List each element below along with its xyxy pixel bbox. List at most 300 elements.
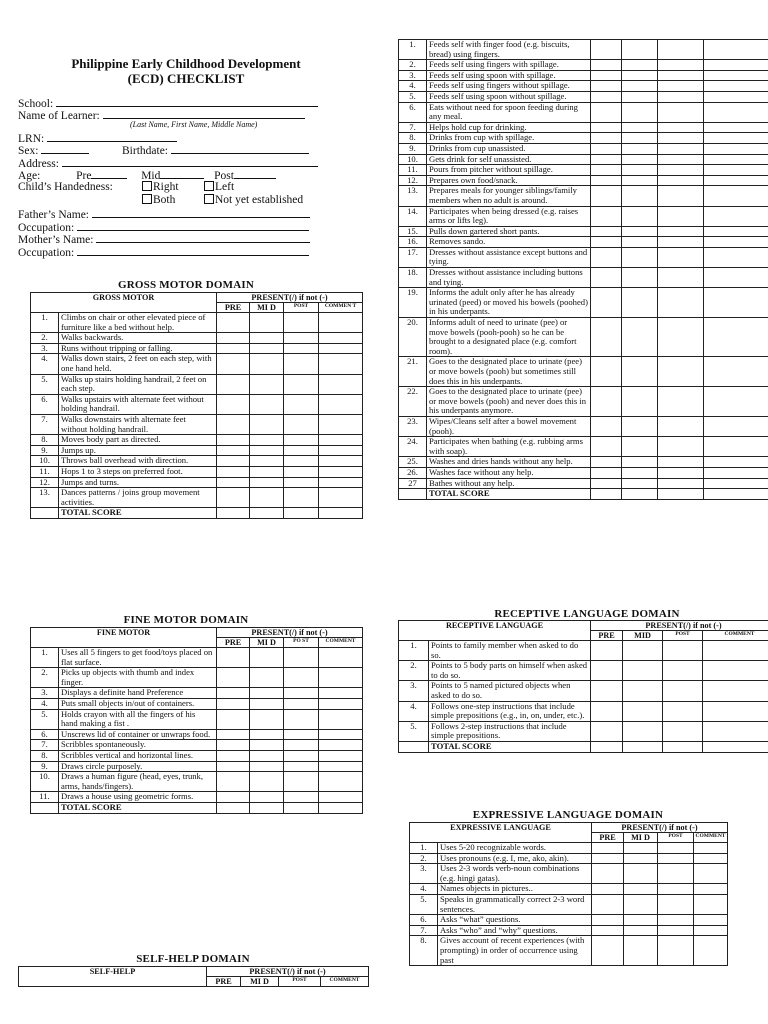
mid-cell[interactable] (622, 387, 658, 417)
sex-line[interactable] (41, 143, 89, 154)
post-cell[interactable] (658, 853, 694, 864)
table-row (399, 437, 768, 457)
comment-cell[interactable] (704, 206, 768, 226)
both-checkbox[interactable] (142, 194, 152, 204)
comment-cell[interactable] (319, 414, 363, 434)
pre-cell[interactable] (591, 186, 622, 206)
comment-cell[interactable] (704, 387, 768, 417)
mid-cell[interactable] (250, 709, 284, 729)
comment-cell[interactable] (704, 165, 768, 176)
item-text: Displays a definite hand Preference (59, 688, 217, 699)
comment-cell[interactable] (704, 175, 768, 186)
comment-cell[interactable] (703, 701, 768, 721)
total-post-cell[interactable] (658, 489, 704, 500)
post-cell[interactable] (284, 709, 319, 729)
mid-cell[interactable] (250, 394, 284, 414)
comment-cell[interactable] (704, 478, 768, 489)
post-cell[interactable] (663, 721, 703, 741)
mid-cell[interactable] (250, 456, 284, 467)
fine-motor-title: FINE MOTOR DOMAIN (123, 614, 249, 626)
comment-cell[interactable] (319, 761, 363, 772)
pre-cell[interactable] (591, 154, 622, 165)
pre-cell[interactable] (592, 884, 624, 895)
mid-cell[interactable] (250, 740, 284, 751)
pre-cell[interactable] (591, 60, 622, 71)
post-cell[interactable] (284, 740, 319, 751)
post-cell[interactable] (284, 668, 319, 688)
total-pre-cell[interactable] (217, 508, 250, 519)
post-cell[interactable] (284, 648, 319, 668)
post-cell[interactable] (658, 478, 704, 489)
pre-cell[interactable] (591, 661, 623, 681)
post-cell[interactable] (658, 416, 704, 436)
pre-cell[interactable] (592, 843, 624, 854)
post-cell[interactable] (658, 143, 704, 154)
pre-cell[interactable] (217, 488, 250, 508)
total-post-cell[interactable] (663, 741, 703, 752)
post-cell[interactable] (658, 81, 704, 92)
pre-cell[interactable] (591, 437, 622, 457)
post-cell[interactable] (284, 313, 319, 333)
mid-cell[interactable] (622, 91, 658, 102)
comment-cell[interactable] (704, 133, 768, 144)
mid-cell[interactable] (622, 175, 658, 186)
pre-cell[interactable] (217, 668, 250, 688)
total-post-cell[interactable] (284, 508, 319, 519)
pre-cell[interactable] (592, 894, 624, 914)
mid-cell[interactable] (250, 374, 284, 394)
post-cell[interactable] (658, 102, 704, 122)
mid-cell[interactable] (250, 750, 284, 761)
comment-cell[interactable] (319, 435, 363, 446)
mid-cell[interactable] (622, 357, 658, 387)
pre-cell[interactable] (592, 915, 624, 926)
post-cell[interactable] (284, 750, 319, 761)
comment-cell[interactable] (704, 247, 768, 267)
comment-cell[interactable] (704, 102, 768, 122)
comment-cell[interactable] (319, 792, 363, 803)
comment-cell[interactable] (704, 357, 768, 387)
total-pre-cell[interactable] (591, 489, 622, 500)
comment-cell[interactable] (319, 333, 363, 344)
post-cell[interactable] (658, 457, 704, 468)
mid-cell[interactable] (250, 313, 284, 333)
pre-cell[interactable] (217, 740, 250, 751)
pre-cell[interactable] (591, 237, 622, 248)
mid-cell[interactable] (250, 414, 284, 434)
post-cell[interactable] (658, 175, 704, 186)
post-cell[interactable] (658, 70, 704, 81)
mid-cell[interactable] (622, 186, 658, 206)
post-cell[interactable] (284, 374, 319, 394)
pre-cell[interactable] (591, 143, 622, 154)
comment-cell[interactable] (703, 681, 768, 701)
pre-cell[interactable] (591, 206, 622, 226)
post-cell[interactable] (658, 467, 704, 478)
pre-cell[interactable] (217, 709, 250, 729)
mid-cell[interactable] (622, 467, 658, 478)
comment-cell[interactable] (694, 864, 728, 884)
post-cell[interactable] (658, 925, 694, 936)
mid-cell[interactable] (250, 435, 284, 446)
pre-cell[interactable] (591, 165, 622, 176)
post-cell[interactable] (663, 661, 703, 681)
comment-cell[interactable] (704, 143, 768, 154)
mid-cell[interactable] (623, 721, 663, 741)
mid-cell[interactable] (623, 661, 663, 681)
post-cell[interactable] (284, 792, 319, 803)
pre-cell[interactable] (591, 91, 622, 102)
mid-cell[interactable] (250, 477, 284, 488)
comment-cell[interactable] (704, 318, 768, 357)
comment-cell[interactable] (694, 884, 728, 895)
pre-cell[interactable] (591, 357, 622, 387)
mid-cell[interactable] (250, 688, 284, 699)
total-comment-cell[interactable] (319, 508, 363, 519)
post-cell[interactable] (284, 343, 319, 354)
post-cell[interactable] (658, 247, 704, 267)
comment-cell[interactable] (704, 416, 768, 436)
pre-cell[interactable] (217, 792, 250, 803)
comment-cell[interactable] (704, 268, 768, 288)
post-cell[interactable] (658, 165, 704, 176)
mid-cell[interactable] (622, 288, 658, 318)
comment-cell[interactable] (694, 853, 728, 864)
comment-cell[interactable] (704, 288, 768, 318)
pre-cell[interactable] (591, 288, 622, 318)
post-cell[interactable] (284, 414, 319, 434)
post-cell[interactable] (658, 884, 694, 895)
mid-cell[interactable] (624, 936, 658, 966)
mid-cell[interactable] (623, 701, 663, 721)
age-post-line[interactable] (234, 168, 276, 179)
post-cell[interactable] (284, 394, 319, 414)
total-pre-cell[interactable] (217, 802, 250, 813)
mid-cell[interactable] (624, 843, 658, 854)
mid-cell[interactable] (622, 247, 658, 267)
table-row (31, 761, 363, 772)
post-cell[interactable] (284, 333, 319, 344)
pre-cell[interactable] (217, 343, 250, 354)
mid-cell[interactable] (250, 466, 284, 477)
mid-cell[interactable] (622, 226, 658, 237)
pre-cell[interactable] (591, 40, 622, 60)
comment-cell[interactable] (704, 437, 768, 457)
post-cell[interactable] (658, 122, 704, 133)
mid-cell[interactable] (622, 70, 658, 81)
comment-cell[interactable] (704, 237, 768, 248)
mid-cell[interactable] (250, 648, 284, 668)
mid-cell[interactable] (622, 40, 658, 60)
pre-cell[interactable] (217, 333, 250, 344)
post-cell[interactable] (284, 688, 319, 699)
pre-cell[interactable] (591, 226, 622, 237)
post-cell[interactable] (284, 435, 319, 446)
post-cell[interactable] (284, 445, 319, 456)
occupation-line-2[interactable] (77, 245, 309, 256)
pre-cell[interactable] (592, 936, 624, 966)
pre-cell[interactable] (217, 761, 250, 772)
comment-cell[interactable] (319, 648, 363, 668)
comment-cell[interactable] (694, 925, 728, 936)
mid-cell[interactable] (622, 478, 658, 489)
post-cell[interactable] (658, 154, 704, 165)
handedness-both[interactable] (142, 194, 175, 207)
pre-cell[interactable] (591, 70, 622, 81)
post-cell[interactable] (658, 864, 694, 884)
post-cell[interactable] (658, 936, 694, 966)
comment-cell[interactable] (704, 226, 768, 237)
mid-cell[interactable] (623, 641, 663, 661)
total-mid-cell[interactable] (622, 489, 658, 500)
pre-cell[interactable] (217, 445, 250, 456)
not-yet-checkbox[interactable] (204, 194, 214, 204)
father-line[interactable] (92, 207, 310, 218)
mid-cell[interactable] (622, 143, 658, 154)
mid-cell[interactable] (250, 333, 284, 344)
mid-cell[interactable] (622, 206, 658, 226)
pre-cell[interactable] (217, 435, 250, 446)
comment-cell[interactable] (703, 721, 768, 741)
comment-cell[interactable] (703, 641, 768, 661)
post-cell[interactable] (658, 915, 694, 926)
post-cell[interactable] (284, 354, 319, 374)
pre-cell[interactable] (591, 247, 622, 267)
mid-cell[interactable] (622, 133, 658, 144)
total-post-cell[interactable] (284, 802, 319, 813)
birthdate-line[interactable] (171, 143, 309, 154)
pre-cell[interactable] (217, 698, 250, 709)
address-line[interactable] (62, 156, 318, 167)
post-cell[interactable] (284, 477, 319, 488)
comment-cell[interactable] (694, 936, 728, 966)
mid-cell[interactable] (622, 437, 658, 457)
school-line[interactable] (56, 96, 318, 107)
post-cell[interactable] (284, 488, 319, 508)
comment-cell[interactable] (694, 843, 728, 854)
post-cell[interactable] (658, 133, 704, 144)
post-cell[interactable] (658, 894, 694, 914)
comment-cell[interactable] (319, 394, 363, 414)
mid-cell[interactable] (624, 864, 658, 884)
pre-cell[interactable] (591, 641, 623, 661)
mid-cell[interactable] (250, 772, 284, 792)
pre-cell[interactable] (217, 466, 250, 477)
mid-cell[interactable] (250, 698, 284, 709)
post-cell[interactable] (284, 698, 319, 709)
mid-cell[interactable] (624, 925, 658, 936)
total-mid-cell[interactable] (623, 741, 663, 752)
comment-cell[interactable] (319, 343, 363, 354)
pre-cell[interactable] (592, 853, 624, 864)
comment-cell[interactable] (319, 772, 363, 792)
post-cell[interactable] (658, 40, 704, 60)
pre-cell[interactable] (591, 268, 622, 288)
mid-cell[interactable] (250, 729, 284, 740)
pre-cell[interactable] (591, 416, 622, 436)
comment-cell[interactable] (319, 488, 363, 508)
left-checkbox[interactable] (204, 181, 214, 191)
pre-cell[interactable] (591, 102, 622, 122)
comment-cell[interactable] (319, 698, 363, 709)
comment-cell[interactable] (319, 445, 363, 456)
pre-cell[interactable] (217, 477, 250, 488)
pre-cell[interactable] (217, 394, 250, 414)
comment-cell[interactable] (704, 91, 768, 102)
comment-cell[interactable] (704, 186, 768, 206)
pre-cell[interactable] (591, 478, 622, 489)
mid-cell[interactable] (624, 894, 658, 914)
post-cell[interactable] (658, 387, 704, 417)
pre-cell[interactable] (217, 354, 250, 374)
comment-cell[interactable] (704, 122, 768, 133)
age-mid-line[interactable] (160, 168, 204, 179)
total-pre-cell[interactable] (591, 741, 623, 752)
mid-cell[interactable] (622, 165, 658, 176)
post-cell[interactable] (284, 761, 319, 772)
comment-cell[interactable] (319, 313, 363, 333)
occupation-line-1[interactable] (77, 220, 309, 231)
pre-cell[interactable] (217, 374, 250, 394)
mid-cell[interactable] (250, 761, 284, 772)
pre-cell[interactable] (591, 175, 622, 186)
pre-cell[interactable] (592, 864, 624, 884)
post-cell[interactable] (284, 729, 319, 740)
post-cell[interactable] (658, 91, 704, 102)
mid-cell[interactable] (250, 792, 284, 803)
total-comment-cell[interactable] (703, 741, 768, 752)
handedness-right[interactable] (142, 181, 179, 194)
post-cell[interactable] (663, 641, 703, 661)
post-cell[interactable] (284, 466, 319, 477)
mid-cell[interactable] (622, 416, 658, 436)
comment-cell[interactable] (319, 477, 363, 488)
left-label: Left (215, 181, 235, 193)
comment-cell[interactable] (704, 467, 768, 478)
pre-cell[interactable] (217, 750, 250, 761)
comment-cell[interactable] (704, 154, 768, 165)
post-cell[interactable] (658, 206, 704, 226)
total-comment-cell[interactable] (704, 489, 768, 500)
mid-cell[interactable] (250, 354, 284, 374)
pre-cell[interactable] (591, 122, 622, 133)
comment-cell[interactable] (704, 60, 768, 71)
mid-cell[interactable] (250, 668, 284, 688)
post-cell[interactable] (284, 772, 319, 792)
post-cell[interactable] (658, 186, 704, 206)
pre-cell[interactable] (217, 729, 250, 740)
comment-cell[interactable] (319, 709, 363, 729)
pre-cell[interactable] (217, 772, 250, 792)
learner-line[interactable] (103, 108, 305, 119)
occupation-field-2[interactable] (18, 245, 309, 260)
pre-cell[interactable] (592, 925, 624, 936)
mid-cell[interactable] (624, 915, 658, 926)
comment-cell[interactable] (319, 729, 363, 740)
mid-cell[interactable] (622, 81, 658, 92)
mid-cell[interactable] (624, 853, 658, 864)
comment-cell[interactable] (694, 915, 728, 926)
post-cell[interactable] (658, 268, 704, 288)
lrn-line[interactable] (47, 131, 177, 142)
mid-cell[interactable] (622, 154, 658, 165)
pre-cell[interactable] (591, 387, 622, 417)
comment-cell[interactable] (319, 668, 363, 688)
pre-cell[interactable] (591, 81, 622, 92)
post-cell[interactable] (284, 456, 319, 467)
pre-cell[interactable] (591, 133, 622, 144)
comment-cell[interactable] (319, 456, 363, 467)
mid-cell[interactable] (624, 884, 658, 895)
post-cell[interactable] (658, 288, 704, 318)
post-cell[interactable] (663, 681, 703, 701)
right-checkbox[interactable] (142, 181, 152, 191)
pre-cell[interactable] (217, 648, 250, 668)
mid-cell[interactable] (622, 457, 658, 468)
table-row (31, 466, 363, 477)
total-mid-cell[interactable] (250, 802, 284, 813)
mid-cell[interactable] (622, 102, 658, 122)
post-cell[interactable] (658, 437, 704, 457)
mid-cell[interactable] (622, 318, 658, 357)
post-cell[interactable] (658, 226, 704, 237)
comment-cell[interactable] (694, 894, 728, 914)
comment-cell[interactable] (704, 70, 768, 81)
total-comment-cell[interactable] (319, 802, 363, 813)
mother-line[interactable] (96, 232, 310, 243)
total-mid-cell[interactable] (250, 508, 284, 519)
mid-cell[interactable] (623, 681, 663, 701)
comment-cell[interactable] (319, 354, 363, 374)
comment-cell[interactable] (319, 374, 363, 394)
mid-cell[interactable] (250, 488, 284, 508)
post-cell[interactable] (658, 60, 704, 71)
pre-cell[interactable] (591, 467, 622, 478)
pre-cell[interactable] (217, 414, 250, 434)
pre-cell[interactable] (591, 681, 623, 701)
comment-cell[interactable] (319, 740, 363, 751)
mid-cell[interactable] (622, 237, 658, 248)
mid-cell[interactable] (622, 122, 658, 133)
mid-cell[interactable] (622, 268, 658, 288)
comment-cell[interactable] (703, 661, 768, 681)
comment-cell[interactable] (319, 466, 363, 477)
pre-cell[interactable] (217, 456, 250, 467)
comment-cell[interactable] (704, 81, 768, 92)
handedness-left[interactable] (204, 181, 234, 194)
post-cell[interactable] (658, 237, 704, 248)
pre-cell[interactable] (591, 701, 623, 721)
post-cell[interactable] (658, 843, 694, 854)
age-pre-line[interactable] (91, 168, 127, 179)
comment-cell[interactable] (319, 688, 363, 699)
pre-cell[interactable] (591, 721, 623, 741)
comment-cell[interactable] (704, 457, 768, 468)
post-cell[interactable] (658, 318, 704, 357)
comment-cell[interactable] (704, 40, 768, 60)
pre-cell[interactable] (217, 313, 250, 333)
handedness-not-yet[interactable] (204, 194, 303, 207)
comment-cell[interactable] (319, 750, 363, 761)
post-cell[interactable] (658, 357, 704, 387)
pre-cell[interactable] (217, 688, 250, 699)
mid-cell[interactable] (250, 343, 284, 354)
post-cell[interactable] (663, 701, 703, 721)
mid-cell[interactable] (622, 60, 658, 71)
pre-cell[interactable] (591, 457, 622, 468)
mid-cell[interactable] (250, 445, 284, 456)
pre-cell[interactable] (591, 318, 622, 357)
